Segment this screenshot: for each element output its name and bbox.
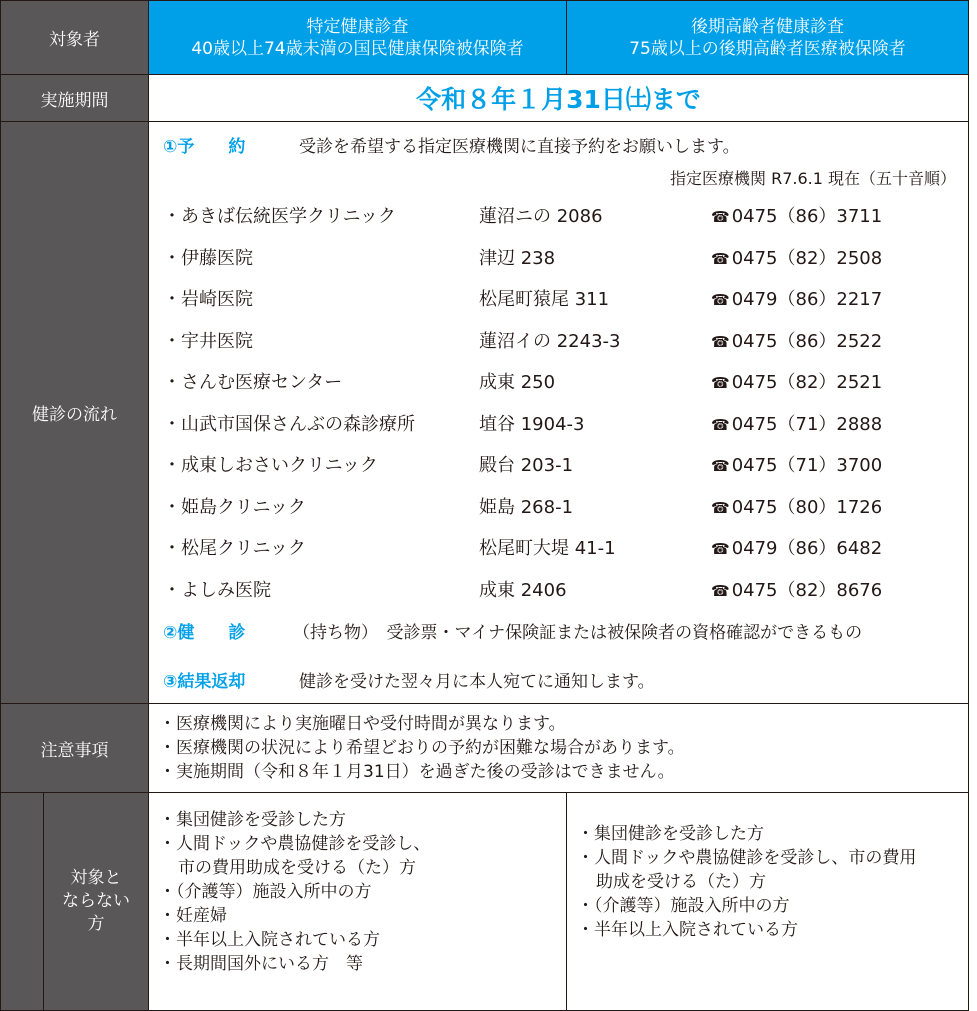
elderly-checkup-subtitle: 75歳以上の後期高齢者医療被保険者 bbox=[629, 38, 906, 59]
clinic-phone bbox=[711, 368, 882, 394]
phone-icon: ☎ bbox=[711, 291, 730, 309]
notes-label: 注意事項 bbox=[40, 740, 109, 761]
clinic-phone-number: 0475（86）3711 bbox=[731, 206, 883, 227]
elderly-checkup-header bbox=[566, 0, 969, 75]
clinic-phone-number: 0479（86）2217 bbox=[731, 289, 883, 310]
flow-content-cell bbox=[148, 121, 969, 704]
clinic-row bbox=[163, 451, 963, 477]
clinic-phone bbox=[711, 493, 882, 519]
period-label: 実施期間 bbox=[40, 90, 109, 111]
target-label-cell bbox=[0, 0, 149, 75]
clinic-address: 埴谷 1904-3 bbox=[479, 414, 585, 435]
note-item: ・医療機関の状況により希望どおりの予約が困難な場合があります。 bbox=[159, 738, 685, 758]
flow-label-cell bbox=[0, 121, 149, 704]
notes-content-cell bbox=[148, 703, 969, 793]
period-label-cell bbox=[0, 74, 149, 122]
step-reservation-label: ①予 約 bbox=[163, 137, 246, 157]
clinic-name: ・岩崎医院 bbox=[163, 289, 253, 310]
excluded-item: 助成を受ける（た）方 bbox=[596, 872, 766, 892]
note-item: ・実施期間（令和８年１月31日）を過ぎた後の受診はできません。 bbox=[159, 762, 675, 782]
clinic-address: 殿台 203-1 bbox=[479, 455, 574, 476]
excluded-elderly-cell bbox=[566, 792, 969, 1011]
phone-icon: ☎ bbox=[711, 333, 730, 351]
excluded-item: ・妊産婦 bbox=[159, 906, 227, 926]
phone-icon: ☎ bbox=[711, 582, 730, 600]
phone-icon: ☎ bbox=[711, 540, 730, 558]
excluded-item: ・半年以上入院されている方 bbox=[577, 920, 798, 940]
target-label: 対象者 bbox=[49, 30, 100, 50]
phone-icon: ☎ bbox=[711, 208, 730, 226]
clinic-row bbox=[163, 285, 963, 311]
clinic-address: 松尾町猿尾 311 bbox=[479, 289, 610, 310]
clinic-address: 松尾町大堤 41-1 bbox=[479, 538, 616, 559]
step-reservation-text: 受診を希望する指定医療機関に直接予約をお願いします。 bbox=[299, 137, 740, 157]
clinic-phone-number: 0475（82）2508 bbox=[731, 248, 883, 269]
clinic-phone bbox=[711, 534, 882, 560]
clinic-row bbox=[163, 410, 963, 436]
clinic-name: ・あきば伝統医学クリニック bbox=[163, 206, 396, 227]
period-value: 令和８年１月31日㈯まで bbox=[416, 85, 701, 114]
clinic-list-as-of: 指定医療機関 R7.6.1 現在（五十音順） bbox=[669, 169, 956, 188]
clinic-name: ・松尾クリニック bbox=[163, 538, 306, 559]
excluded-item: ・（介護等）施設入所中の方 bbox=[159, 882, 372, 902]
excluded-elderly-list bbox=[577, 822, 916, 942]
step-result-label: ③結果返却 bbox=[163, 672, 246, 692]
clinic-row bbox=[163, 244, 963, 270]
excluded-outer-cell bbox=[0, 792, 44, 1011]
excluded-label-cell bbox=[43, 792, 149, 1011]
excluded-item: ・長期間国外にいる方 等 bbox=[159, 954, 363, 974]
step-checkup-text: （持ち物） 受診票・マイナ保険証または被保険者の資格確認ができるもの bbox=[293, 623, 863, 643]
phone-icon: ☎ bbox=[711, 250, 730, 268]
excluded-item: ・集団健診を受診した方 bbox=[159, 810, 346, 830]
clinic-phone bbox=[711, 202, 882, 228]
excluded-item: ・半年以上入院されている方 bbox=[159, 930, 380, 950]
notes-label-cell bbox=[0, 703, 149, 793]
phone-icon: ☎ bbox=[711, 457, 730, 475]
excluded-specific-cell bbox=[148, 792, 567, 1011]
clinic-phone bbox=[711, 410, 882, 436]
clinic-address: 津辺 238 bbox=[479, 248, 556, 269]
clinic-address: 蓮沼ニの 2086 bbox=[479, 206, 603, 227]
clinic-phone bbox=[711, 327, 882, 353]
step-result-text: 健診を受けた翌々月に本人宛てに通知します。 bbox=[299, 672, 655, 692]
specific-checkup-subtitle: 40歳以上74歳未満の国民健康保険被保険者 bbox=[191, 38, 524, 59]
clinic-phone-number: 0475（82）2521 bbox=[731, 372, 883, 393]
excluded-label-line: 方 bbox=[87, 914, 105, 934]
clinic-name: ・成東しおさいクリニック bbox=[163, 455, 378, 476]
excluded-label-line: ならない bbox=[62, 891, 130, 911]
flow-label: 健診の流れ bbox=[32, 405, 117, 425]
clinic-address: 成東 2406 bbox=[479, 580, 567, 601]
excluded-item: ・集団健診を受診した方 bbox=[577, 824, 764, 844]
step-checkup bbox=[163, 618, 862, 643]
phone-icon: ☎ bbox=[711, 499, 730, 517]
clinic-name: ・姫島クリニック bbox=[163, 497, 306, 518]
clinic-phone-number: 0475（80）1726 bbox=[731, 497, 883, 518]
step-reservation bbox=[163, 132, 740, 157]
excluded-item: ・人間ドックや農協健診を受診し、 bbox=[159, 834, 431, 854]
phone-icon: ☎ bbox=[711, 416, 730, 434]
clinic-name: ・伊藤医院 bbox=[163, 248, 253, 269]
clinic-row bbox=[163, 534, 963, 560]
clinic-row bbox=[163, 493, 963, 519]
elderly-checkup-title: 後期高齢者健康診査 bbox=[691, 16, 844, 37]
clinic-name: ・さんむ医療センター bbox=[163, 372, 343, 393]
clinic-phone-number: 0475（71）2888 bbox=[731, 414, 883, 435]
step-result bbox=[163, 667, 655, 692]
clinic-phone-number: 0475（86）2522 bbox=[731, 331, 883, 352]
clinic-phone bbox=[711, 244, 882, 270]
clinic-address: 成東 250 bbox=[479, 372, 556, 393]
clinic-name: ・山武市国保さんぶの森診療所 bbox=[163, 414, 415, 435]
phone-icon: ☎ bbox=[711, 374, 730, 392]
clinic-phone bbox=[711, 576, 882, 602]
clinic-row bbox=[163, 327, 963, 353]
excluded-specific-list bbox=[159, 808, 430, 976]
excluded-item: 市の費用助成を受ける（た）方 bbox=[178, 858, 416, 878]
note-item: ・医療機関により実施曜日や受付時間が異なります。 bbox=[159, 714, 566, 734]
clinic-phone-number: 0479（86）6482 bbox=[731, 538, 883, 559]
clinic-name: ・よしみ医院 bbox=[163, 580, 271, 601]
excluded-item: ・（介護等）施設入所中の方 bbox=[577, 896, 790, 916]
period-value-cell bbox=[148, 74, 969, 122]
excluded-label-line: 対象と bbox=[70, 868, 122, 888]
clinic-row bbox=[163, 576, 963, 602]
clinic-phone bbox=[711, 451, 882, 477]
specific-checkup-title: 特定健康診査 bbox=[306, 16, 409, 37]
clinic-address: 蓮沼イの 2243-3 bbox=[479, 331, 621, 352]
clinic-row bbox=[163, 202, 963, 228]
excluded-item: ・人間ドックや農協健診を受診し、市の費用 bbox=[577, 848, 917, 868]
clinic-phone-number: 0475（82）8676 bbox=[731, 580, 883, 601]
step-checkup-label: ②健 診 bbox=[163, 623, 246, 643]
clinic-row bbox=[163, 368, 963, 394]
clinic-phone-number: 0475（71）3700 bbox=[731, 455, 883, 476]
specific-checkup-header bbox=[148, 0, 567, 75]
clinic-address: 姫島 268-1 bbox=[479, 497, 574, 518]
clinic-name: ・宇井医院 bbox=[163, 331, 253, 352]
clinic-phone bbox=[711, 285, 882, 311]
